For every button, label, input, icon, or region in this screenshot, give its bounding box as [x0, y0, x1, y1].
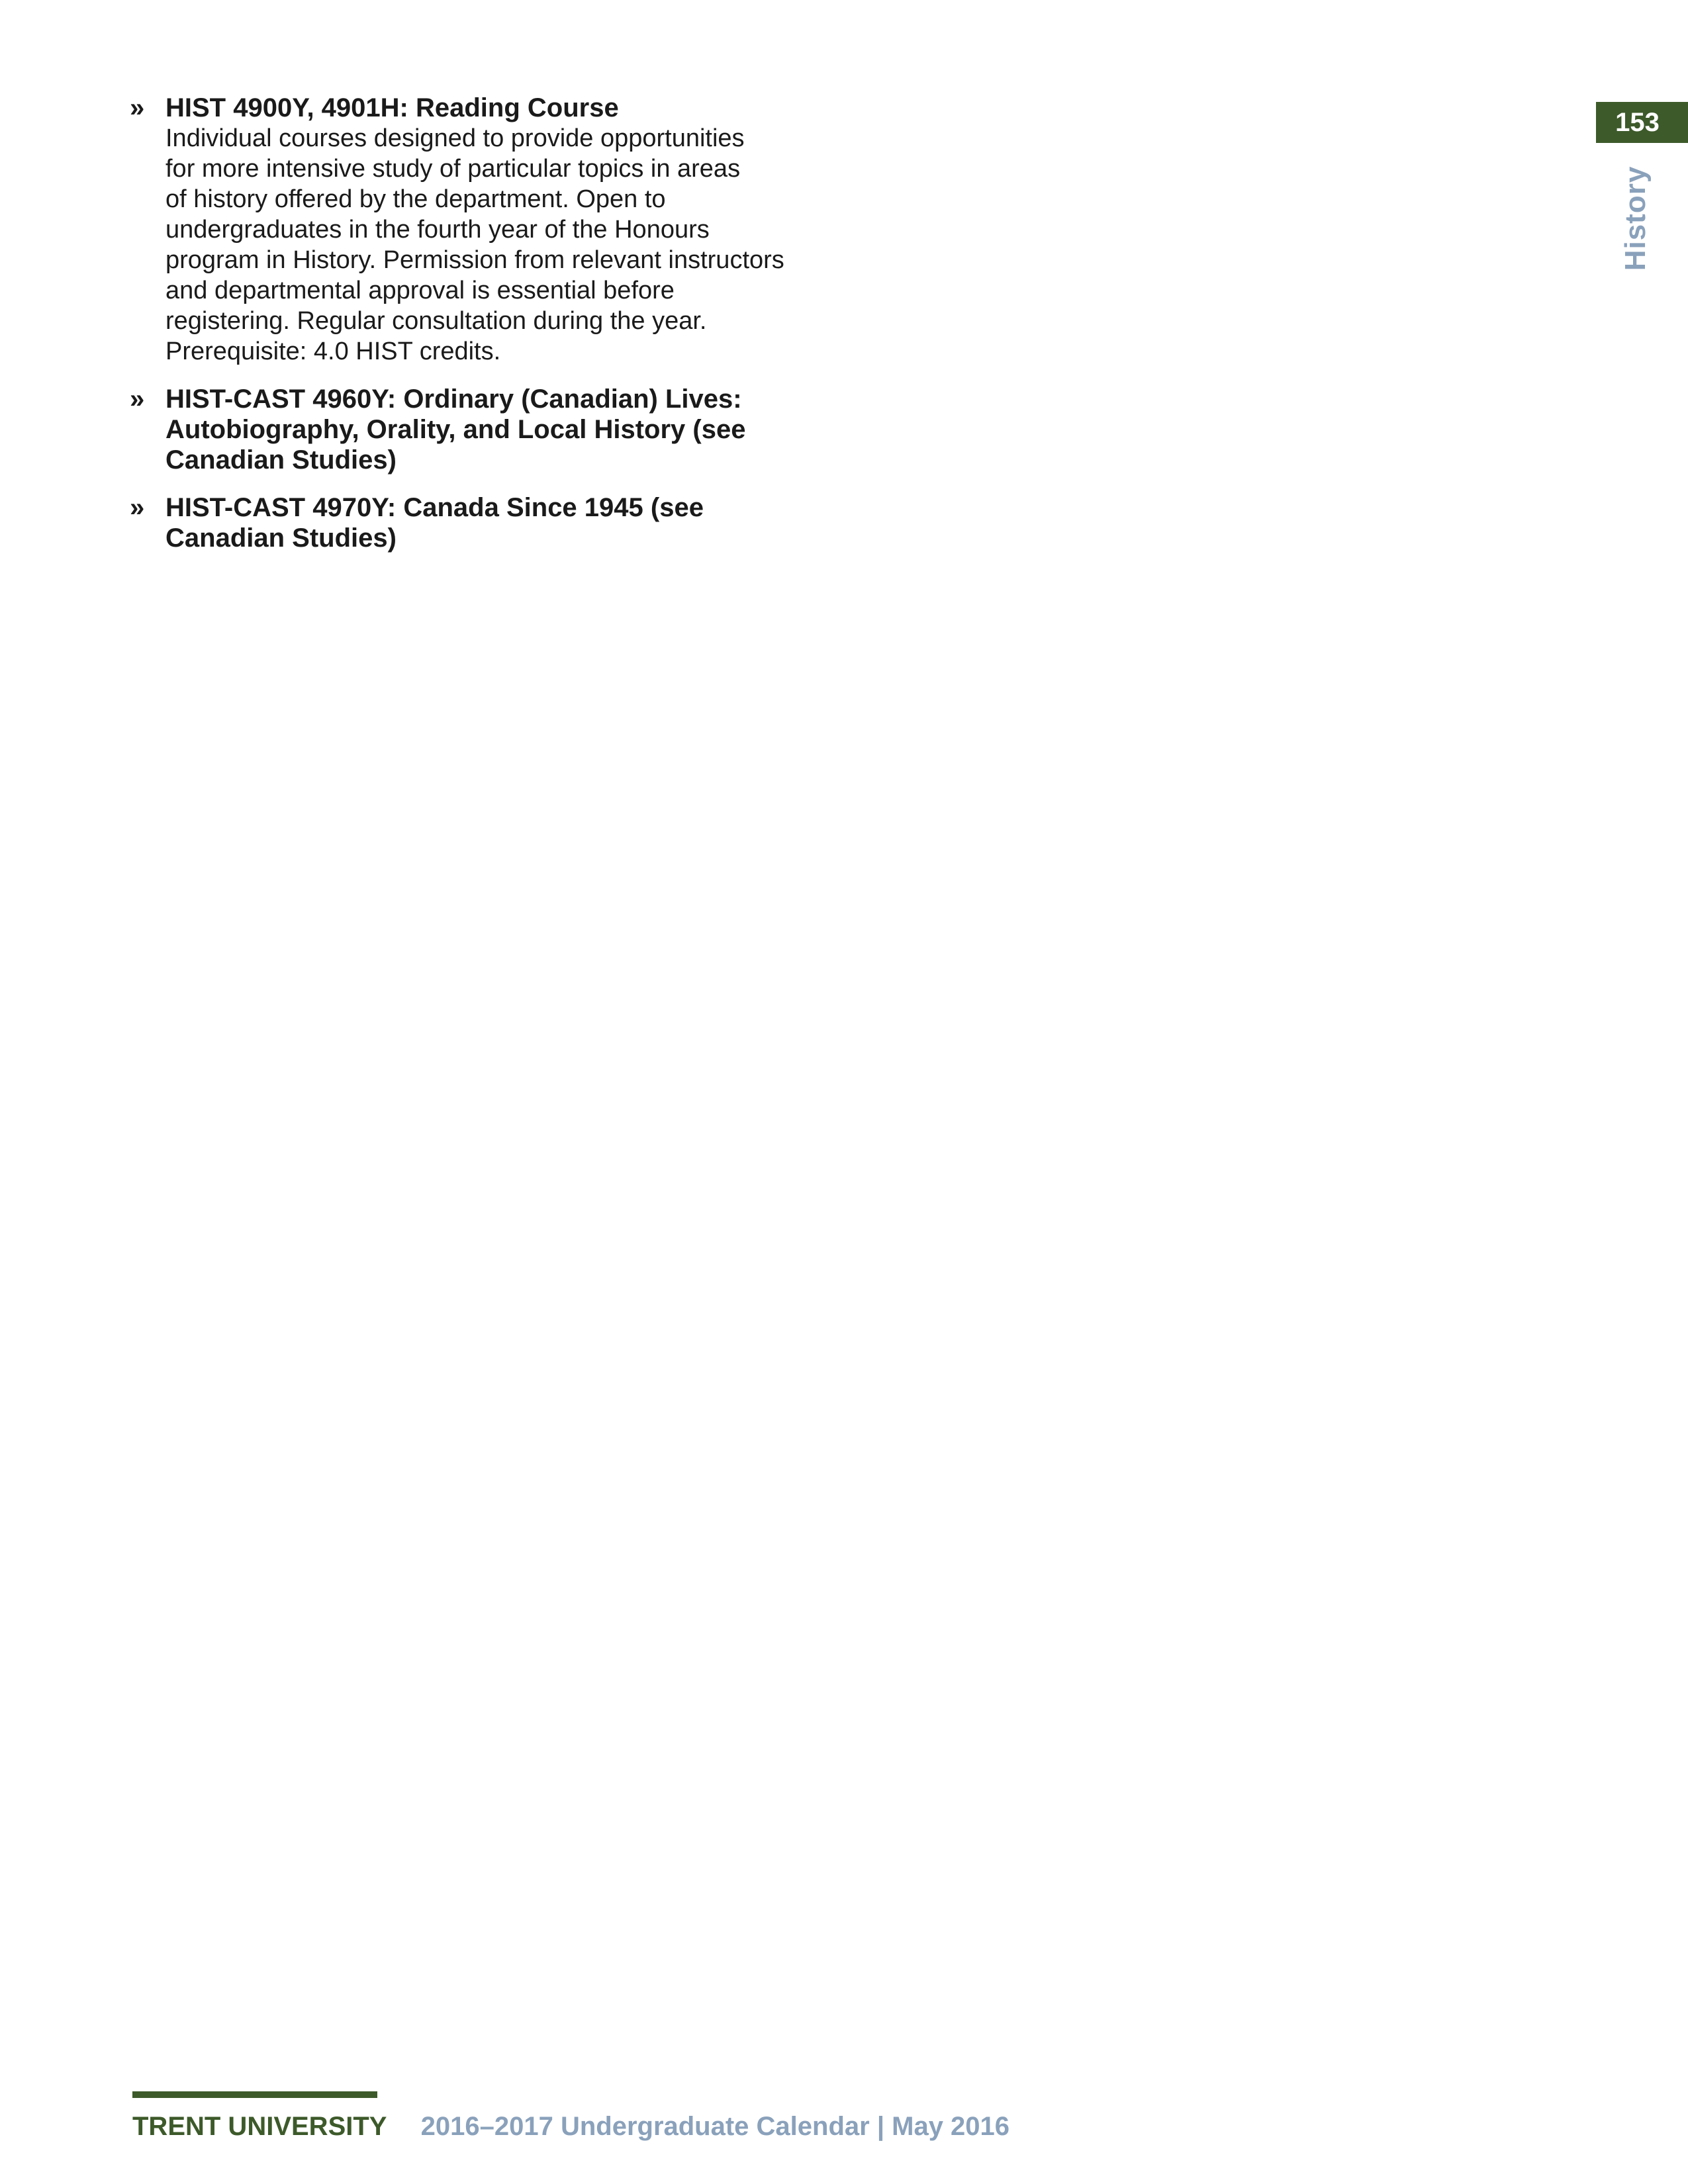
title-line: Canadian Studies) — [165, 523, 397, 553]
course-title — [165, 492, 858, 553]
title-line: Autobiography, Orality, and Local History (see — [165, 415, 746, 444]
footer-calendar: 2016–2017 Undergraduate Calendar | May 2016 — [420, 2112, 1010, 2141]
bullet-icon: » — [130, 493, 145, 522]
bullet-icon: » — [130, 385, 145, 414]
course-entry-hist-cast-4970y — [130, 492, 858, 553]
course-title — [165, 384, 858, 475]
section-side-label — [1609, 165, 1663, 271]
description-line: Individual courses designed to provide opportunities — [165, 124, 745, 152]
description-line: registering. Regular consultation during the year. — [165, 307, 707, 335]
description-line: for more intensive study of particular topics in areas — [165, 155, 741, 183]
title-line: HIST-CAST 4960Y: Ordinary (Canadian) Lives: — [165, 385, 742, 414]
section-label-text: History — [1619, 165, 1652, 271]
title-line: Canadian Studies) — [165, 445, 397, 475]
page-number: 153 — [1615, 108, 1660, 137]
bullet-icon: » — [130, 93, 145, 122]
page-footer — [132, 2110, 1009, 2143]
description-line: undergraduates in the fourth year of the Honours — [165, 216, 710, 244]
description-line: Prerequisite: 4.0 HIST credits. — [165, 338, 501, 365]
footer-rule — [132, 2091, 377, 2098]
description-line: program in History. Permission from relevant instructors — [165, 246, 784, 274]
title-line: HIST-CAST 4970Y: Canada Since 1945 (see — [165, 493, 704, 522]
course-description — [165, 123, 858, 367]
course-title: HIST 4900Y, 4901H: Reading Course — [165, 93, 619, 122]
course-list — [130, 93, 858, 570]
page-number-tab — [1596, 102, 1688, 143]
course-entry-hist-4900y — [130, 93, 858, 367]
footer-university: TRENT UNIVERSITY — [132, 2112, 387, 2141]
description-line: of history offered by the department. Open to — [165, 185, 666, 213]
course-entry-hist-cast-4960y — [130, 384, 858, 475]
description-line: and departmental approval is essential before — [165, 277, 675, 304]
